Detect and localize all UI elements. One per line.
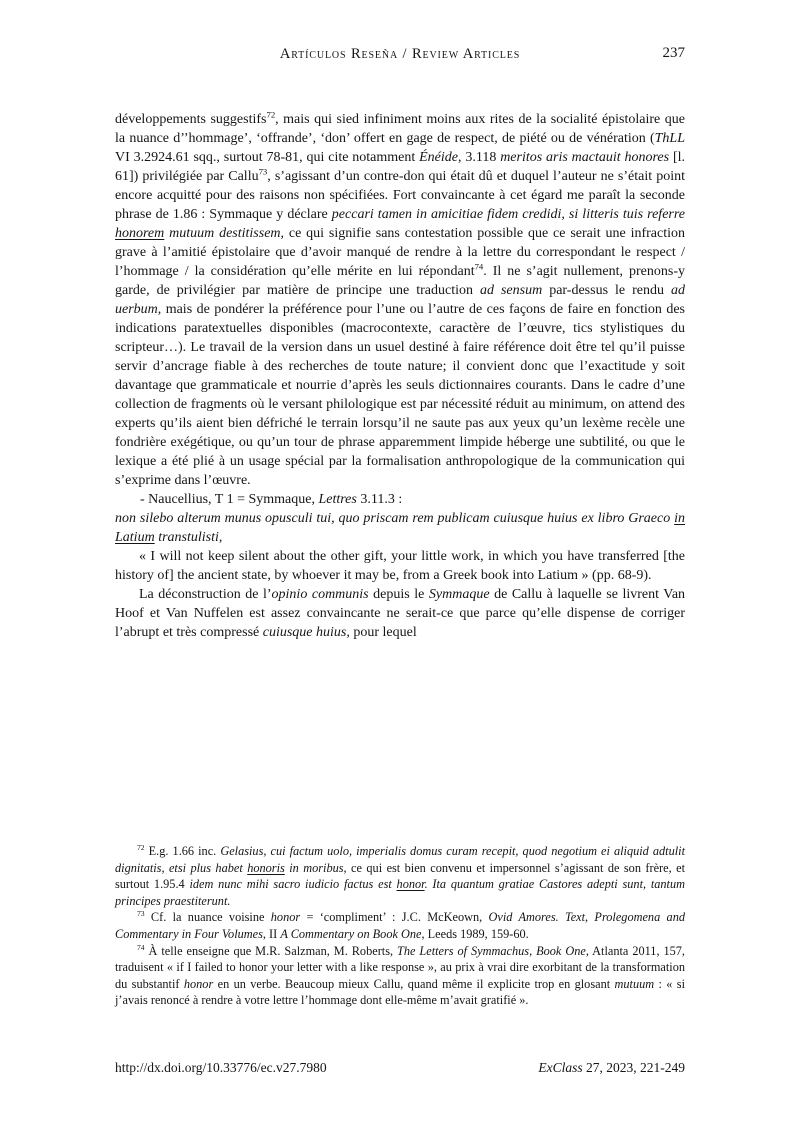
text-run: , ce qui est bien convenu et impersonnel s’agissant de son frère, et surtout 1.95.4 [115, 860, 685, 892]
text-run: honorem [115, 226, 165, 241]
text-run: Symmaque [428, 587, 490, 602]
text-run: depuis le [368, 587, 429, 602]
text-run: VI 3.2924.61 sqq., surtout 78-81, qui cite notamment [115, 150, 420, 165]
text-run: ad uerbum [115, 283, 685, 317]
text-run: peccari tamen in amicitiae fidem credidi, si litteris tuis referre [331, 207, 685, 222]
text-run: ad sensum [479, 283, 543, 298]
text-run: : « si j’avais renoncé à rendre à votre lettre l’hommage dont elle-même m’avait gratifié ». [115, 976, 685, 1008]
text-run: honor [183, 976, 214, 991]
text-run: La déconstruction de l’ [139, 587, 272, 602]
text-run: développements suggestifs [115, 112, 267, 127]
text-run: in Latium [115, 511, 685, 545]
translation-quotation [115, 547, 685, 585]
journal-reference [538, 1060, 685, 1076]
text-run: . Ita quantum gratiae Castores adepti sunt, tantum principes praestiterunt. [115, 877, 685, 908]
text-run: , mais qui sied infiniment moins aux rites de la socialité épistolaire que la nuance d’’hommage’, ‘offrande’, ‘don’ offert en gage de respect, de piété ou de vénération ( [115, 112, 685, 146]
text-run: , Atlanta 2011, 157, traduisent « if I failed to honor your letter with a like response », au prix à vrai dire exorbitant de la transformation du substantif [115, 943, 685, 991]
footnote-74 [115, 943, 685, 1009]
footnote-marker: 73 [137, 909, 145, 919]
text-run: . Il ne s’agit nullement, prenons-y garde, de privilégier par matière de principe une traduction [115, 264, 685, 298]
text-run: transtulisti, [154, 530, 223, 545]
text-run: opinio communis [271, 587, 369, 602]
text-run: Gelasius, cui factum uolo, imperialis domus curam recepit, quod negotium ei aliquid adtulit dignitatis, etsi plus habet [115, 844, 685, 875]
running-head: Artículos Reseña / Review Articles [279, 46, 521, 62]
text-run: non silebo alterum munus opusculi tui, quo priscam rem publicam cuiusque huius ex libro Graeco [115, 511, 675, 526]
text-run: Cf. la nuance voisine [144, 910, 271, 925]
doi-link[interactable]: http://dx.doi.org/10.33776/ec.v27.7980 [115, 1060, 327, 1075]
footnote-marker: 74 [474, 261, 484, 272]
footnote-marker: 73 [258, 166, 268, 177]
text-run: The Letters of Symmachus, Book One [397, 943, 586, 958]
text-run: « I will not keep silent about the other gift, your little work, in which you have transferred [the history of] the ancient state, by whoever it may be, from a Greek book into Latium » (pp. 68-9). [115, 549, 685, 583]
text-run: mutuum [614, 976, 655, 991]
article-body [115, 110, 685, 642]
text-run: - Naucellius, T 1 = Symmaque, [140, 492, 319, 507]
footnote-marker: 72 [266, 109, 276, 120]
text-run: Énéide [419, 150, 458, 165]
text-run: 3.11.3 : [356, 492, 403, 507]
text-run: [l. 61]) privilégiée par Callu [115, 150, 686, 184]
footnote-marker: 72 [137, 842, 145, 852]
text-run: cuiusque huius [262, 625, 347, 640]
footnote-72 [115, 843, 685, 909]
text-run: = ‘compliment’ : J.C. McKeown, [300, 910, 489, 925]
paragraph-deconstruction [115, 585, 685, 642]
text-run: meritos aris mactauit honores [500, 150, 670, 165]
text-run: , s’agissant d’un contre-don qui était dû et duquel l’auteur ne s’était point encore acquitté pour des raisons non spécifiées. Fort convaincante à cet égard me paraît la seconde phrase de 1.86 : Symmaque y déclare [115, 169, 685, 222]
text-run: Ovid Amores. Text, Prolegomena and Commentary in Four Volumes [115, 910, 685, 941]
page-footer [115, 1060, 685, 1076]
text-run: E.g. 1.66 inc. [144, 844, 221, 858]
quote-intro-line [115, 490, 685, 509]
text-run: par-dessus le rendu [542, 283, 671, 298]
text-run: A Commentary on Book One [280, 926, 422, 941]
latin-quotation [115, 509, 685, 547]
text-run: , mais de pondérer la préférence pour l’une ou l’autre de ces façons de faire en fonction des indications paratextuelles disponibles (macrocontexte, caractère de l’œuvre, tics stylistiques du scripteur…). Le travail de la version dans un usuel destiné à faire référence doit être tel qu’il puisse servir d’ancrage fiable à des recherches de toute nature; il convient donc que l’exactitude y soit davantage que grammaticale et nourrie d’après les seuls dictionnaires courants. Dans le cadre d’une collection de fragments où le versant philologique est par nécessité réduit au minimum, on attend des experts qu’ils aient bien défriché le terrain lorsqu’il ne saute pas aux yeux qu’un lexème recèle une fondrière exégétique, ou qu’un tour de phrase apparemment limpide héberge une subtilité, ou que le lexique a été plié à un usage spécial par la formalisation anthropologique de la communication qui s’exprime dans l’œuvre. [115, 302, 685, 488]
text-run: honor [396, 877, 425, 892]
text-run: de Callu à laquelle se livrent Van Hoof et Van Nuffelen est assez convaincante ne serait-ce que parce qu’elle dispense de corriger l’abrupt et très compressé [115, 587, 686, 640]
text-run: , pour lequel [346, 625, 417, 640]
text-run: ThLL [654, 131, 685, 146]
text-run: in moribus [284, 860, 344, 875]
text-run: ExClass [538, 1060, 583, 1075]
page-number: 237 [662, 45, 685, 61]
text-run: honoris [247, 860, 285, 875]
page-header [115, 46, 685, 68]
text-run: , Leeds 1989, 159-60. [421, 926, 529, 941]
text-run: idem nunc mihi sacro iudicio factus est [189, 877, 397, 892]
footnotes-section [115, 843, 685, 1009]
text-run: , II [262, 926, 281, 941]
footnote-marker: 74 [137, 942, 145, 952]
paragraph-continuation [115, 110, 685, 490]
footnote-73 [115, 909, 685, 942]
text-run: en un verbe. Beaucoup mieux Callu, quand même il explicite trop en glosant [213, 976, 615, 991]
text-run: À telle enseigne que M.R. Salzman, M. Roberts, [144, 943, 398, 958]
text-run: honor [270, 910, 301, 925]
text-run: , 3.118 [458, 150, 501, 165]
text-run: mutuum destitissem [164, 226, 281, 241]
text-run: , ce qui signifie sans contestation possible que ce serait une infraction grave à l’amitié épistolaire que d’avoir manqué de rendre à la lettre du correspondant le respect / l’hommage / la considération qu’elle mérite en lui répondant [115, 226, 685, 279]
text-run: Lettres [318, 492, 357, 507]
text-run: 27, 2023, 221-249 [582, 1060, 685, 1075]
